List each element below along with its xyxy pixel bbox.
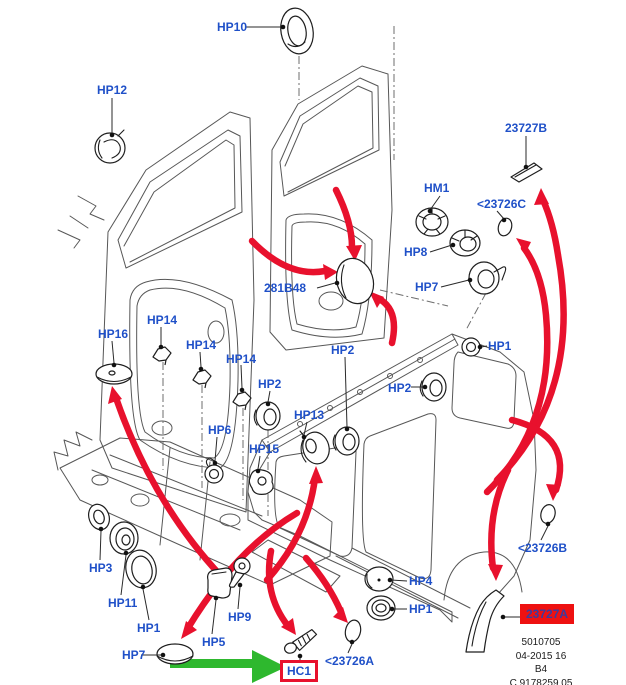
callout-23726b[interactable]: <23726B — [518, 541, 568, 555]
rear-door-line-art — [270, 66, 392, 350]
red-arrow-to-281b48-left — [252, 241, 338, 280]
hp7-upper-grommet-icon — [469, 262, 506, 294]
leader-lines — [99, 25, 551, 662]
hp10-grommet-icon — [277, 6, 317, 57]
callout-hp6[interactable]: HP6 — [208, 423, 232, 437]
callout-hp7-upper[interactable]: HP7 — [415, 280, 439, 294]
hp2-grommet-icons — [254, 373, 446, 455]
red-arrow-to-23726a — [306, 558, 348, 623]
callout-hp14-2[interactable]: HP14 — [186, 338, 217, 352]
callout-hp11[interactable]: HP11 — [108, 596, 138, 610]
callout-23727a-highlighted[interactable]: 23727A — [520, 604, 574, 624]
callout-hp15[interactable]: HP15 — [249, 442, 280, 456]
callout-hp16[interactable]: HP16 — [98, 327, 129, 341]
footer-sheet: B4 — [534, 664, 548, 675]
front-door-line-art — [58, 112, 257, 512]
callout-hm1[interactable]: HM1 — [424, 181, 450, 195]
callout-hp9[interactable]: HP9 — [228, 610, 252, 624]
callout-hp2-left[interactable]: HP2 — [258, 377, 282, 391]
red-arrow-to-23726b — [512, 420, 561, 501]
callout-hp1-bottom-left[interactable]: HP1 — [137, 621, 161, 635]
23726a-gasket-ring-icon — [343, 619, 362, 644]
callout-hp2-center[interactable]: HP2 — [331, 343, 355, 357]
callout-hp8[interactable]: HP8 — [404, 245, 428, 259]
hc1-screw-icon — [281, 629, 319, 655]
callout-hp3[interactable]: HP3 — [89, 561, 113, 575]
red-arrow-to-281b48-top — [336, 190, 362, 261]
callout-hp14-3[interactable]: HP14 — [226, 352, 257, 366]
callout-23726c[interactable]: <23726C — [477, 197, 527, 211]
callout-hp7-bottom[interactable]: HP7 — [122, 648, 146, 662]
callout-hp5[interactable]: HP5 — [202, 635, 226, 649]
hp15-plug-icon — [249, 470, 273, 495]
callout-hp4[interactable]: HP4 — [409, 574, 433, 588]
callout-hp12[interactable]: HP12 — [97, 83, 128, 97]
footer-copyright: C 9178259 05 — [509, 677, 573, 685]
footer-catalog-number: 5010705 — [521, 637, 561, 648]
callout-hp10[interactable]: HP10 — [217, 20, 248, 34]
callout-hp2-right[interactable]: HP2 — [388, 381, 412, 395]
23726b-gasket-ring-icon — [539, 503, 557, 525]
hp5-plug-icon — [208, 568, 232, 598]
callout-23726a[interactable]: <23726A — [325, 654, 375, 668]
hp1-right-grommet-icon — [462, 338, 480, 356]
callout-hp14-1[interactable]: HP14 — [147, 313, 178, 327]
callout-hp1-bottom-right[interactable]: HP1 — [409, 602, 433, 616]
callout-hp13[interactable]: HP13 — [294, 408, 325, 422]
callout-hc1-highlighted[interactable]: HC1 — [280, 660, 318, 682]
footer-plate — [498, 636, 584, 685]
hm1-grommet-icon — [416, 208, 448, 236]
hp11-grommet-icon — [110, 522, 138, 554]
hp8-grommet-icon — [450, 230, 480, 256]
callout-hp1-right[interactable]: HP1 — [488, 339, 512, 353]
red-arrow-to-281b48-bottom — [369, 291, 394, 343]
footer-date-code: 04-2015 16 — [515, 650, 567, 662]
callout-281b48[interactable]: 281B48 — [264, 281, 307, 295]
callout-23727b[interactable]: 23727B — [505, 121, 548, 135]
